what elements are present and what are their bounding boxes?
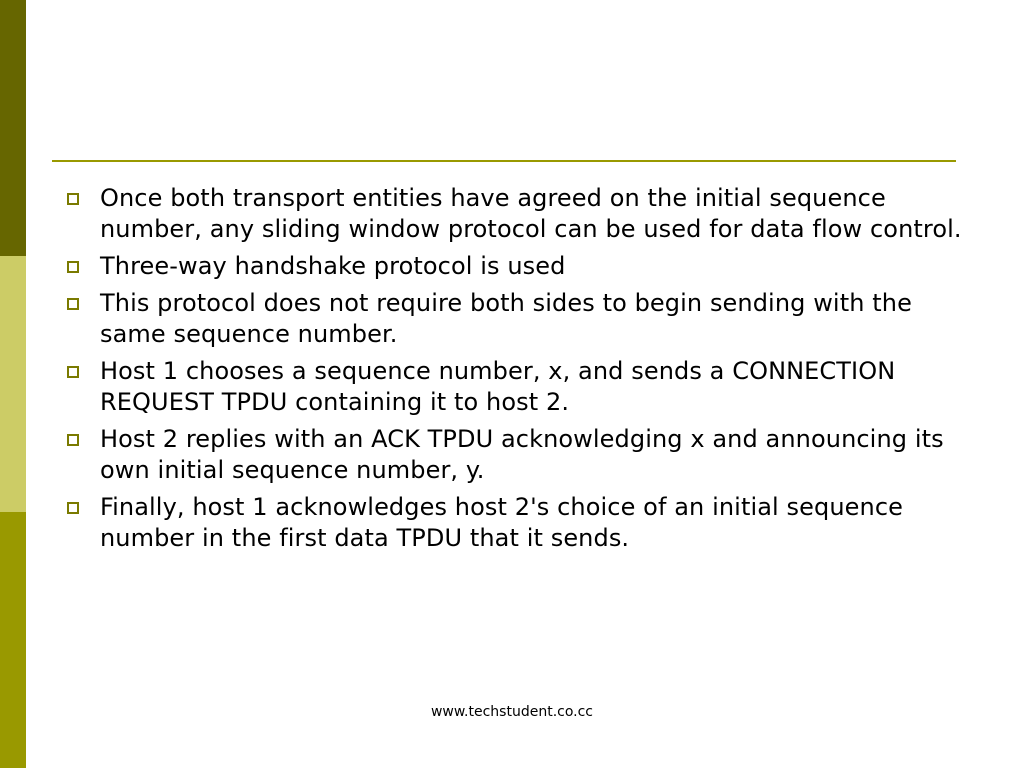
- square-bullet-icon: [67, 502, 79, 514]
- sidebar-segment-top: [0, 0, 26, 256]
- square-bullet-icon: [67, 261, 79, 273]
- footer-website: [0, 704, 1024, 720]
- bullet-item: [64, 356, 964, 418]
- square-bullet-icon: [67, 366, 79, 378]
- bullet-item: [64, 251, 964, 282]
- bullet-item: [64, 288, 964, 350]
- bullet-text: This protocol does not require both sides to begin sending with the same sequence number.: [100, 289, 912, 348]
- square-bullet-icon: [67, 193, 79, 205]
- bullet-text: Once both transport entities have agreed on the initial sequence number, any sliding window protocol can be used for data flow control.: [100, 184, 962, 243]
- bullet-list: [64, 183, 964, 560]
- footer-text: www.techstudent.co.cc: [430, 704, 594, 720]
- bullet-text: Host 2 replies with an ACK TPDU acknowledging x and announcing its own initial sequence number, y.: [100, 425, 944, 484]
- bullet-text: Host 1 chooses a sequence number, x, and sends a CONNECTION REQUEST TPDU containing it to host 2.: [100, 357, 896, 416]
- bullet-item: [64, 492, 964, 554]
- sidebar-accent: [0, 0, 26, 768]
- sidebar-segment-middle: [0, 256, 26, 512]
- bullet-item: [64, 424, 964, 486]
- bullet-item: [64, 183, 964, 245]
- square-bullet-icon: [67, 298, 79, 310]
- square-bullet-icon: [67, 434, 79, 446]
- sidebar-segment-bottom: [0, 512, 26, 768]
- bullet-text: Finally, host 1 acknowledges host 2's choice of an initial sequence number in the first data TPDU that it sends.: [100, 493, 903, 552]
- bullet-text: Three-way handshake protocol is used: [100, 252, 566, 280]
- title-divider: [52, 160, 956, 162]
